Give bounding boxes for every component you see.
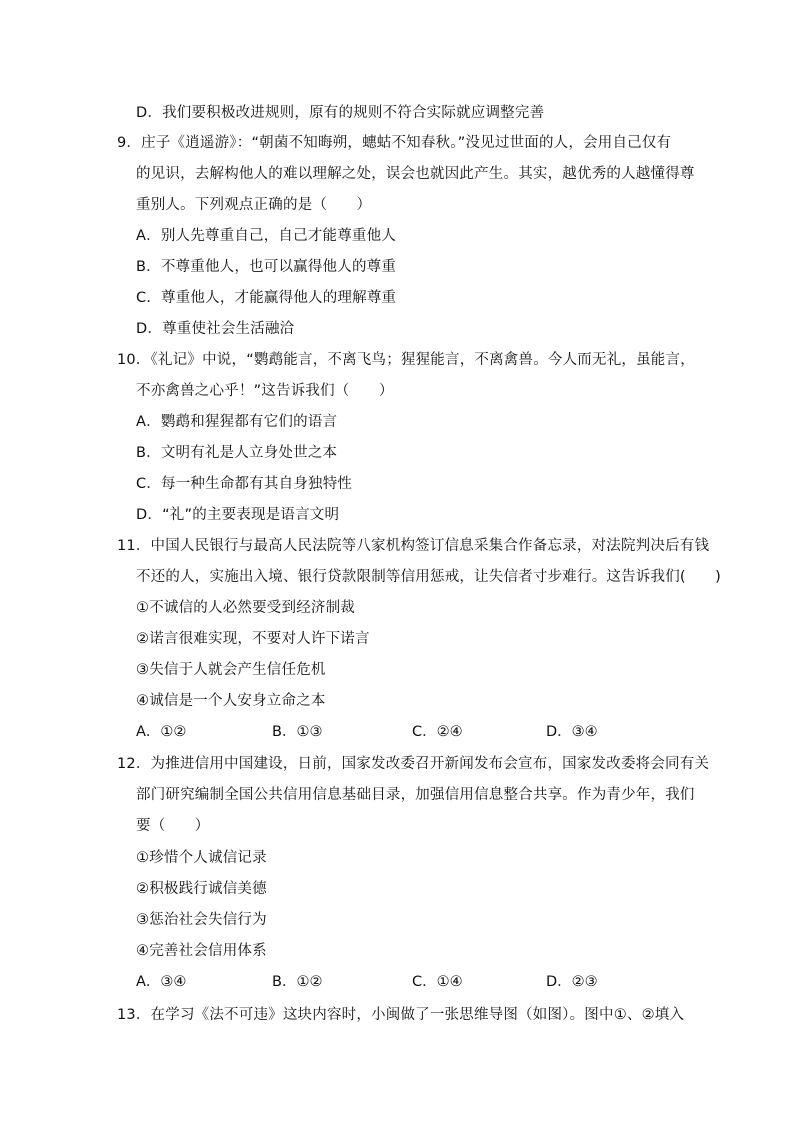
q12-stem-line-1: 12．为推进信用中国建设，日前，国家发改委召开新闻发布会宣布，国家发改委将会同有关 [117, 756, 710, 772]
q11-item-2: ②诺言很难实现，不要对人许下诺言 [136, 631, 370, 647]
q10-option-c: C．每一种生命都有其自身独特性 [136, 476, 353, 492]
q13-stem-line-1: 13．在学习《法不可违》这块内容时，小闽做了一张思维导图（如图）。图中①、②填入 [117, 1007, 685, 1023]
q11-choice-c: C．②④ [412, 724, 463, 740]
q9-option-b: B．不尊重他人，也可以赢得他人的尊重 [136, 259, 397, 275]
q11-item-4: ④诚信是一个人安身立命之本 [136, 693, 326, 709]
q12-item-4: ④完善社会信用体系 [136, 943, 267, 959]
q12-choices [136, 972, 676, 992]
q11-choice-b: B．①③ [272, 724, 323, 740]
q11-stem-line-2: 不还的人，实施出入境、银行贷款限制等信用惩戒，让失信者寸步难行。这告诉我们( ) [136, 569, 722, 585]
q12-item-3: ③惩治社会失信行为 [136, 912, 267, 928]
q10-option-b: B．文明有礼是人立身处世之本 [136, 445, 338, 461]
q8-option-d: D．我们要积极改进规则，原有的规则不符合实际就应调整完善 [136, 105, 545, 121]
q9-stem-line-1: 9．庄子《逍遥游》：“朝菌不知晦朔，蟪蛄不知春秋。”没见过世面的人，会用自己仅有 [117, 135, 672, 151]
q9-option-a: A．别人先尊重自己，自己才能尊重他人 [136, 228, 397, 244]
q9-option-d: D．尊重使社会生活融洽 [136, 321, 295, 337]
q11-choices [136, 722, 676, 742]
q11-choice-d: D．③④ [546, 724, 598, 740]
q12-stem-line-3: 要（ ） [136, 818, 210, 834]
q10-stem-line-1: 10．《礼记》中说，“鹦鹉能言，不离飞鸟；猩猩能言，不离禽兽。今人而无礼，虽能言， [117, 352, 695, 368]
q12-choice-d: D．②③ [546, 974, 598, 990]
q12-choice-b: B．①② [272, 974, 323, 990]
q10-option-a: A．鹦鹉和猩猩都有它们的语言 [136, 414, 338, 430]
q12-choice-c: C．①④ [412, 974, 463, 990]
q9-stem-line-3: 重别人。下列观点正确的是（ ） [136, 197, 372, 213]
q11-item-1: ①不诚信的人必然要受到经济制裁 [136, 600, 355, 616]
q9-stem-line-2: 的见识，去解构他人的难以理解之处，误会也就因此产生。其实，越优秀的人越懂得尊 [136, 166, 695, 182]
q11-stem-line-1: 11．中国人民银行与最高人民法院等八家机构签订信息采集合作备忘录，对法院判决后有钱 [117, 538, 710, 554]
q10-stem-line-2: 不亦禽兽之心乎！”这告诉我们（ ） [136, 383, 394, 399]
q12-stem-line-2: 部门研究编制全国公共信用信息基础目录，加强信用信息整合共享。作为青少年，我们 [136, 787, 695, 803]
q11-item-3: ③失信于人就会产生信任危机 [136, 662, 326, 678]
q12-item-2: ②积极践行诚信美德 [136, 881, 267, 897]
q9-option-c: C．尊重他人，才能赢得他人的理解尊重 [136, 290, 397, 306]
q12-item-1: ①珍惜个人诚信记录 [136, 850, 267, 866]
q11-choice-a: A．①② [136, 724, 187, 740]
q10-option-d: D．“礼”的主要表现是语言文明 [136, 507, 340, 523]
q12-choice-a: A．③④ [136, 974, 187, 990]
